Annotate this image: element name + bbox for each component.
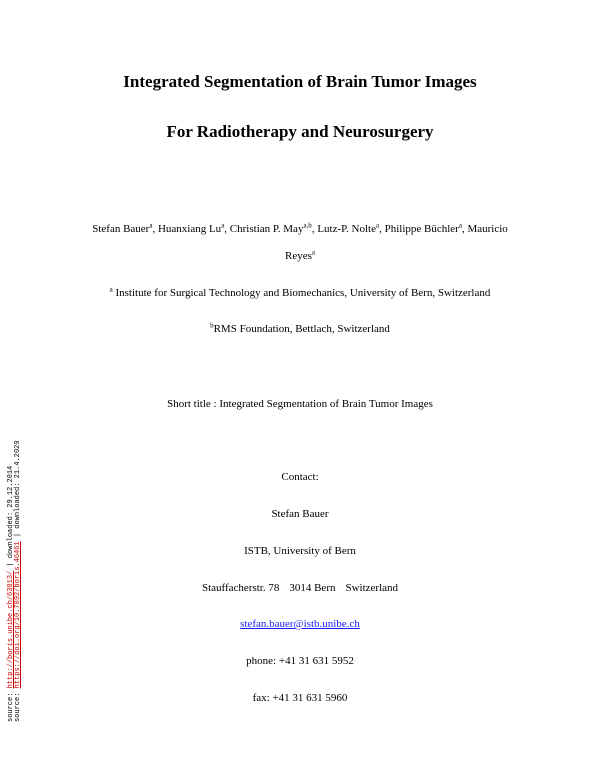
author: Mauricio [467, 223, 508, 235]
contact-institution: ISTB, University of Bern [244, 545, 356, 557]
contact-address [0, 581, 600, 595]
author: Stefan Bauer$^a$, [92, 221, 158, 235]
author: Huanxiang Lu$^a$, [157, 221, 230, 235]
source-line-2: source: https://doi.org/10.7892/boris.46461 | downloaded: 21.4.2020 [14, 440, 22, 722]
contact-fax: fax: +41 31 631 5960 [252, 692, 348, 704]
author: Philippe Büchler$^a$, [384, 221, 468, 235]
contact-heading: Contact: [281, 471, 319, 483]
author: Reyes$^a$ [285, 248, 315, 262]
affiliation-a: $^a$ Institute for Surgical Technology and Biomechanics, University of Bern, Switzerland [109, 285, 491, 299]
contact-country: Switzerland [345, 582, 399, 594]
contact-name: Stefan Bauer [271, 508, 329, 520]
contact-phone: phone: +41 31 631 5952 [246, 655, 354, 667]
paper-title-line-2: For Radiotherapy and Neurosurgery [166, 122, 434, 141]
source-link-1[interactable]: http://boris.unibe.ch/63013/ [7, 570, 15, 689]
contact-street: Stauffacherstr. 78 [201, 582, 280, 594]
author-list [0, 222, 600, 236]
short-title: Short title : Integrated Segmentation of Brain Tumor Images [167, 398, 433, 410]
paper-title-line-1: Integrated Segmentation of Brain Tumor Images [123, 72, 477, 91]
contact-email-link[interactable]: stefan.bauer@istb.unibe.ch [240, 618, 360, 630]
source-line-1: source: http://boris.unibe.ch/63013/ | downloaded: 29.12.2014 [7, 465, 15, 722]
contact-city: 3014 Bern [289, 582, 336, 594]
affiliation-b: $^b$RMS Foundation, Bettlach, Switzerland [210, 321, 390, 335]
author-list-continued [0, 249, 600, 263]
contact-email-line [0, 617, 600, 631]
author: Christian P. May$^{a,b}$, [229, 221, 318, 235]
author: Lutz-P. Nolte$^a$, [317, 221, 385, 235]
source-link-2[interactable]: https://doi.org/10.7892/boris.46461 [14, 541, 22, 689]
